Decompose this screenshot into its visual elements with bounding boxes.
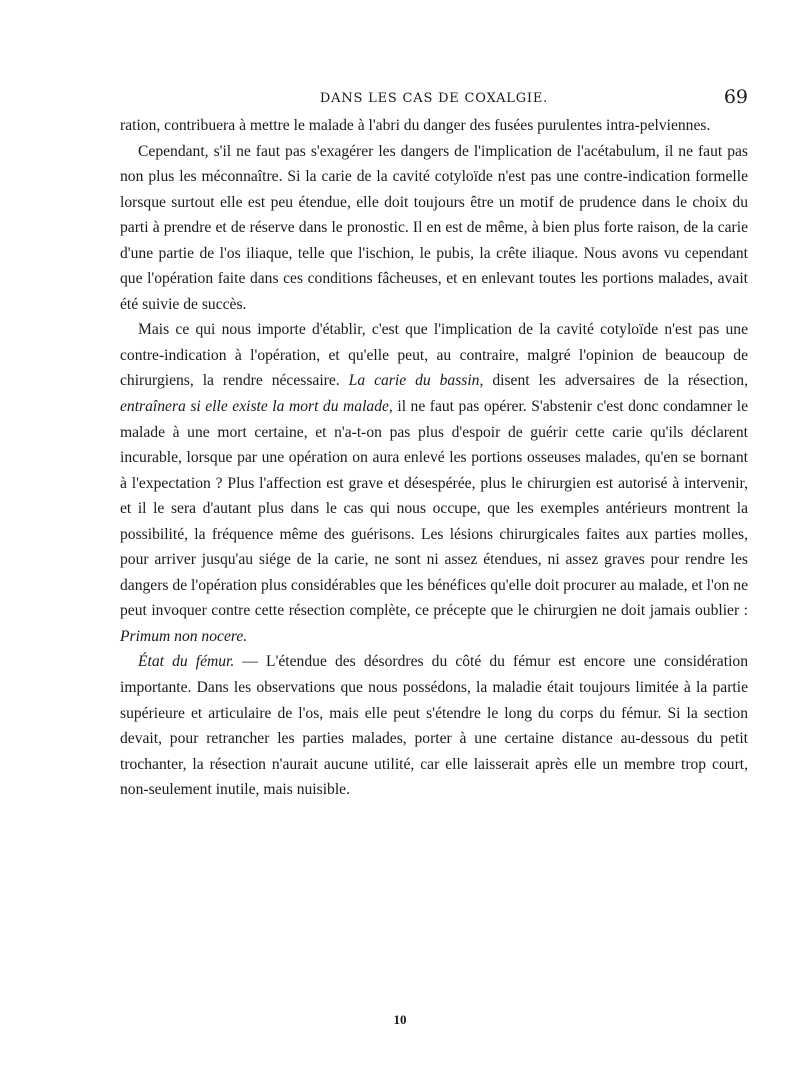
- running-title: DANS LES CAS DE COXALGIE.: [319, 91, 549, 106]
- text-run: — L'étendue des désordres du côté du fémur est encore une considération importante. Dans les observations que nous possédons, la maladie était toujours limitée à la partie supérieure et articulaire de l'os, mais elle peut s'étendre le long du corps du fémur. Si la section devait, pour retrancher les parties malades, porter à une certaine distance au-dessous du petit trochanter, la résection n'aurait aucune utilité, car elle laisserait après elle un membre trop court, non-seulement inutile, mais nuisible.: [120, 653, 748, 799]
- text-run: Cependant, s'il ne faut pas s'exagérer les dangers de l'implication de l'acétabulum, il ne faut pas non plus les méconnaître. Si la carie de la cavité cotyloïde n'est pas une contre-indication formelle lorsque surtout elle est peu étendue, elle doit toujours être un motif de prudence dans le choix du parti à prendre et de réserve dans le pronostic. Il en est de même, à bien plus forte raison, de la carie d'une partie de l'os iliaque, telle que l'ischion, le pubis, la crête iliaque. Nous avons vu cependant que l'opération faite dans ces conditions fâcheuses, et en enlevant toutes les portions malades, avait été suivie de succès.: [120, 142, 748, 313]
- italic-phrase: La carie du bassin,: [348, 372, 484, 390]
- page-header: [120, 86, 748, 110]
- body-text: [120, 113, 748, 803]
- paragraph: [120, 317, 748, 649]
- paragraph: [120, 649, 748, 802]
- italic-phrase: État du fémur.: [138, 653, 235, 671]
- signature-mark: 10: [393, 1012, 407, 1027]
- paragraph: [120, 113, 748, 139]
- text-run: disent les adversaires de la résection,: [483, 372, 749, 390]
- text-run: il ne faut pas opérer. S'abstenir c'est donc condamner le malade à une mort certaine, et n'a-t-on pas plus d'espoir de guérir cette carie qu'ils déclarent incurable, lorsque par une opération on aura enlevé les portions osseuses malades, qu'en se bornant à l'expectation ? Plus l'affection est grave et désespérée, plus le chirurgien est autorisé à intervenir, et il le sera d'autant plus dans le cas qui nous occupe, que les exemples antérieurs montrent la possibilité, la fréquence même des guérisons. Les lésions chirurgicales faites aux parties molles, pour arriver jusqu'au siége de la carie, ne sont ni assez étendues, ni assez graves pour rendre les dangers de l'opération plus considérables que les bénéfices qu'elle doit procurer au malade, et l'on ne peut invoquer contre cette résection complète, ce précepte que le chirurgien ne doit jamais oublier :: [120, 398, 749, 620]
- text-run: ration, contribuera à mettre le malade à l'abri du danger des fusées purulentes intra-pelviennes.: [120, 117, 711, 134]
- text-run: Mais ce qui nous importe d'établir, c'est que l'implication de la cavité cotyloïde n'est pas une contre-indication à l'opération, et qu'elle peut, au contraire, malgré l'opinion de beaucoup de chirurgiens, la rendre nécessaire.: [120, 321, 748, 390]
- italic-phrase: Primum non nocere.: [120, 627, 248, 645]
- page-number: 69: [723, 86, 748, 108]
- paragraph: [120, 139, 748, 318]
- italic-phrase: entraînera si elle existe la mort du malade,: [120, 398, 393, 416]
